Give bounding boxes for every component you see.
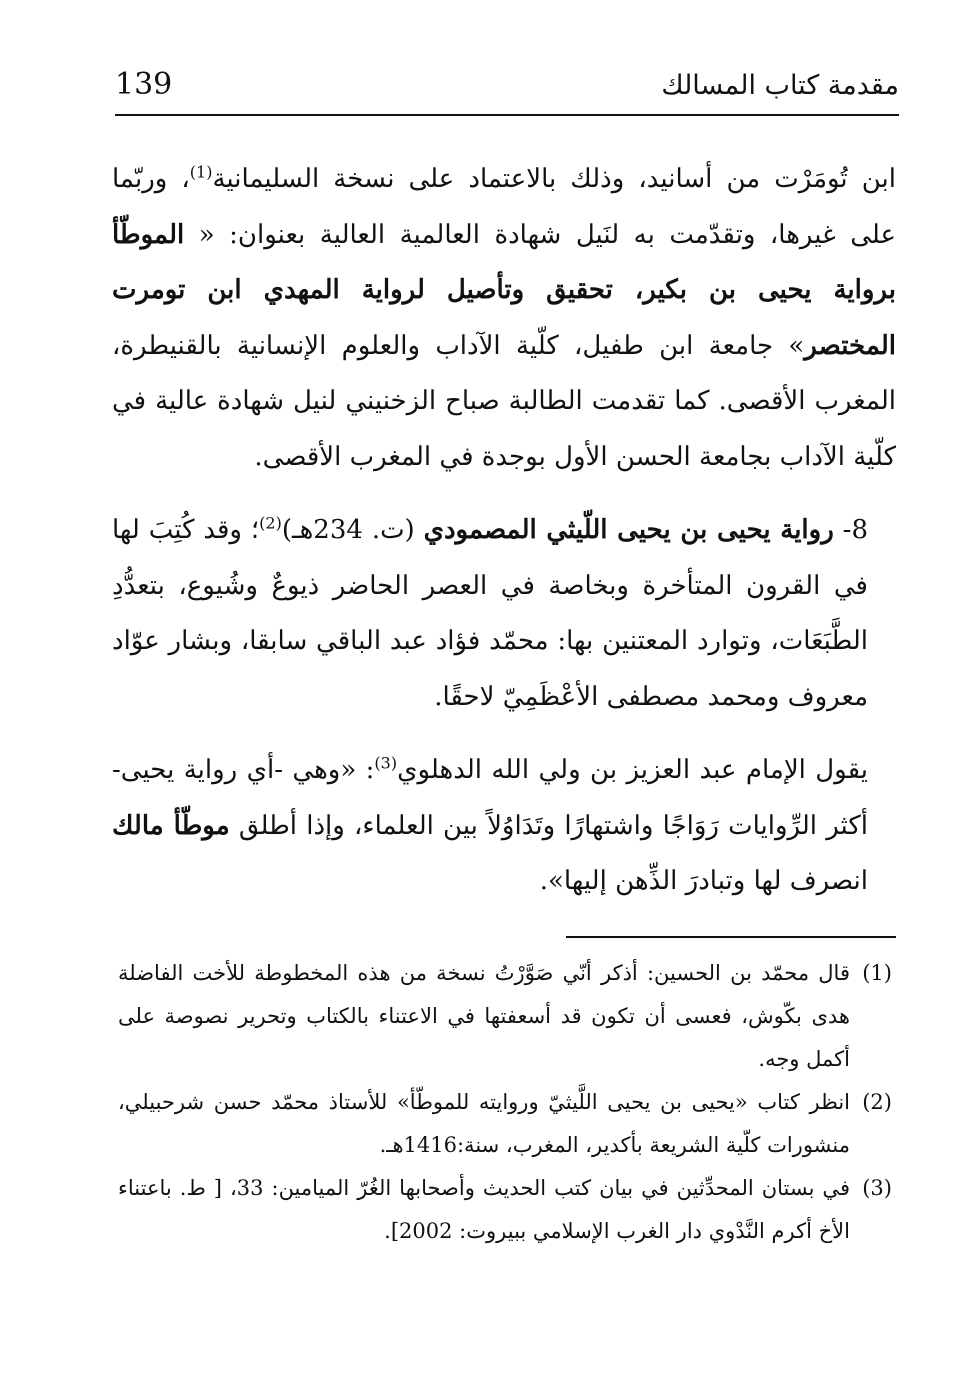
text-run: يقول الإمام عبد العزيز بن ولي الله الدهلوي [397,755,868,785]
paragraph-2 [112,503,896,725]
footnote-number: (2) [862,1090,892,1114]
item-number: 8- [833,515,868,545]
paragraph-1 [112,152,896,485]
bold-title: رواية يحيى بن يحيى اللّيثي المصمودي [423,515,834,545]
footnote-number: (3) [862,1176,892,1200]
footnote-2 [118,1081,892,1167]
bold-title: موطّأ مالك [112,810,230,841]
footnote-1 [118,952,892,1081]
footnote-ref-3: (3) [374,753,398,773]
footnote-separator [566,936,896,938]
footnote-text: قال محمّد بن الحسين: أذكر أنّي صَوَّرْتُ نسخة من هذه المخطوطة للأخت الفاضلة هدى بكّوش، فعسى أن تكون قد أسعفتها في الاعتناء بالكتاب وتحرير نصوصة على أكمل وجه. [118,961,850,1071]
footnote-ref-1: (1) [189,162,213,182]
text-run: ابن تُومَرْت من أسانيد، وذلك بالاعتماد على نسخة السليمانية [212,164,896,194]
main-text [112,152,896,910]
footnote-text: انظر كتاب «يحيى بن يحيى اللَّيثيّ وروايته للموطّأ» للأستاذ محمّد حسن شرحبيلي، منشورات كلّية الشريعة بأكدير، المغرب، سنة:1416هـ. [118,1090,850,1157]
footnotes [118,952,892,1253]
footnote-number: (1) [862,961,892,985]
running-title: مقدمة كتاب المسالك [661,70,899,101]
page-number: 139 [115,67,173,102]
text-run: ، وربّما على غيرها، وتقدّمت به لنَيل شهادة العالمية العالية بعنوان: « [112,164,896,250]
page-header [115,58,899,116]
text-run: » جامعة ابن طفيل، كلّية الآداب والعلوم الإنسانية بالقنيطرة، المغرب الأقصى. كما تقدمت الطالبة صباح الزخنيني لنيل شهادة عالية في كلّية الآداب بجامعة الحسن الأول بوجدة في المغرب الأقصى. [112,330,896,472]
footnote-ref-2: (2) [259,513,282,533]
bold-title: الموطّأ برواية يحيى بن بكير، تحقيق وتأصيل لرواية المهدي ابن تومرت المختصر [112,219,896,361]
text-run: (ت. 234هـ) [281,515,424,545]
text-run: ؛ وقد كُتِبَ لها في القرون المتأخرة وبخاصة في العصر الحاضر ذيوعٌ وشُيوع، بتعدُّدِ الطَّبَعَات، وتوارد المعتنين بها: محمّد فؤاد عبد الباقي سابقا، وبشار عوّاد معروف ومحمد مصطفى الأعْظَمِيّ لاحقًا. [112,515,868,712]
text-run: انصرف لها وتبادرَ الذِّهن إليها». [539,866,868,896]
footnote-text: في بستان المحدِّثين في بيان كتب الحديث وأصحابها الغُرّ الميامين: 33، [ ط. باعتناء الأخ أكرم النَّدْوي دار الغرب الإسلامي ببيروت: 2002]. [118,1176,850,1243]
footnote-3 [118,1167,892,1253]
paragraph-3 [112,743,896,910]
text-run: : «وهي -أي رواية يحيى- أكثر الرِّوايات رَوَاجًا واشتهارًا وتَدَاوُلاً بين العلماء، وإذا أطلق [112,755,868,841]
